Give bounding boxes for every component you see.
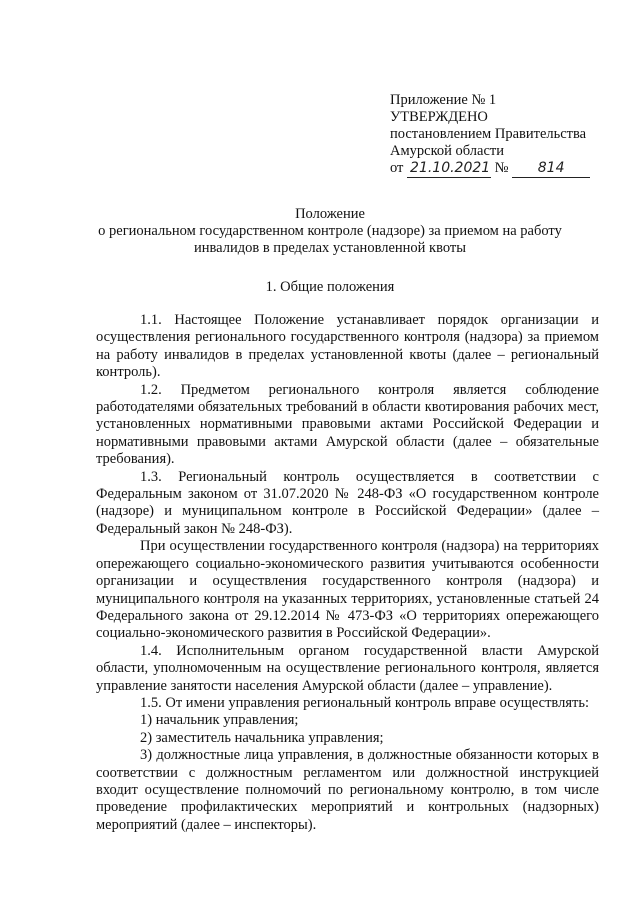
number-label: № [494,160,509,176]
list-item: 3) должностные лица управления, в должностные обязанности которых в соответствии с должностным регламентом или должностной инструкцией входит осуществление полномочий по региональному контролю, в том числе проведение профилактических мероприятий и контрольных (надзорных) мероприятий (далее – инспекторы). [96,747,599,833]
paragraph: 1.4. Исполнительным органом государственной власти Амурской области, уполномоченным на осуществление регионального контроля, является управление занятости населения Амурской области (далее – управление). [96,642,599,694]
paragraph: 1.5. От имени управления региональный контроль вправе осуществлять: [140,694,589,711]
list-item: 2) заместитель начальника управления; [140,729,384,746]
document-body [96,312,599,834]
approval-block [390,92,590,178]
date-number-line [390,160,590,178]
list-item: 1) начальник управления; [140,712,299,729]
paragraph: При осуществлении государственного контроля (надзора) на территориях опережающего социально-экономического развития учитываются особенности организации и осуществления государственного контроля (надзора) и муниципального контроля на указанных территориях, установленные статьей 24 Федерального закона от 29.12.2014 № 473-ФЗ «О территориях опережающего социально-экономического развития в Российской Федерации». [96,538,599,642]
paragraph: 1.2. Предметом регионального контроля является соблюдение работодателями обязательных требований в области квотирования рабочих мест, установленных нормативными правовыми актами Российской Федерации и нормативными правовыми актами Амурской области (далее – обязательные требования). [96,381,599,468]
paragraph: 1.1. Настоящее Положение устанавливает порядок организации и осуществления регионального государственного контроля (надзора) за приемом на работу инвалидов в пределах установленной квоты (далее – региональный контроль). [96,312,599,381]
title-line-3: инвалидов в пределах установленной квоты [194,240,466,256]
section-heading: 1. Общие положения [265,279,395,295]
approved-by-region: Амурской области [390,143,504,159]
approved-stamp: УТВЕРЖДЕНО [390,109,488,125]
document-title [80,206,580,257]
from-label: от [390,160,404,176]
title-line-1: Положение [295,206,365,222]
appendix-number: Приложение № 1 [390,92,497,108]
approval-date: 21.10.2021 [407,160,491,178]
approved-by: постановлением Правительства [390,126,587,142]
approval-number: 814 [512,160,590,178]
paragraph: 1.3. Региональный контроль осуществляется в соответствии с Федеральным законом от 31.07.2020 № 248-ФЗ «О государственном контроле (надзоре) и муниципальном контроле в Российской Федерации» (далее – Федеральный закон № 248-ФЗ). [96,468,599,537]
title-line-2: о региональном государственном контроле (надзоре) за приемом на работу [98,223,562,239]
